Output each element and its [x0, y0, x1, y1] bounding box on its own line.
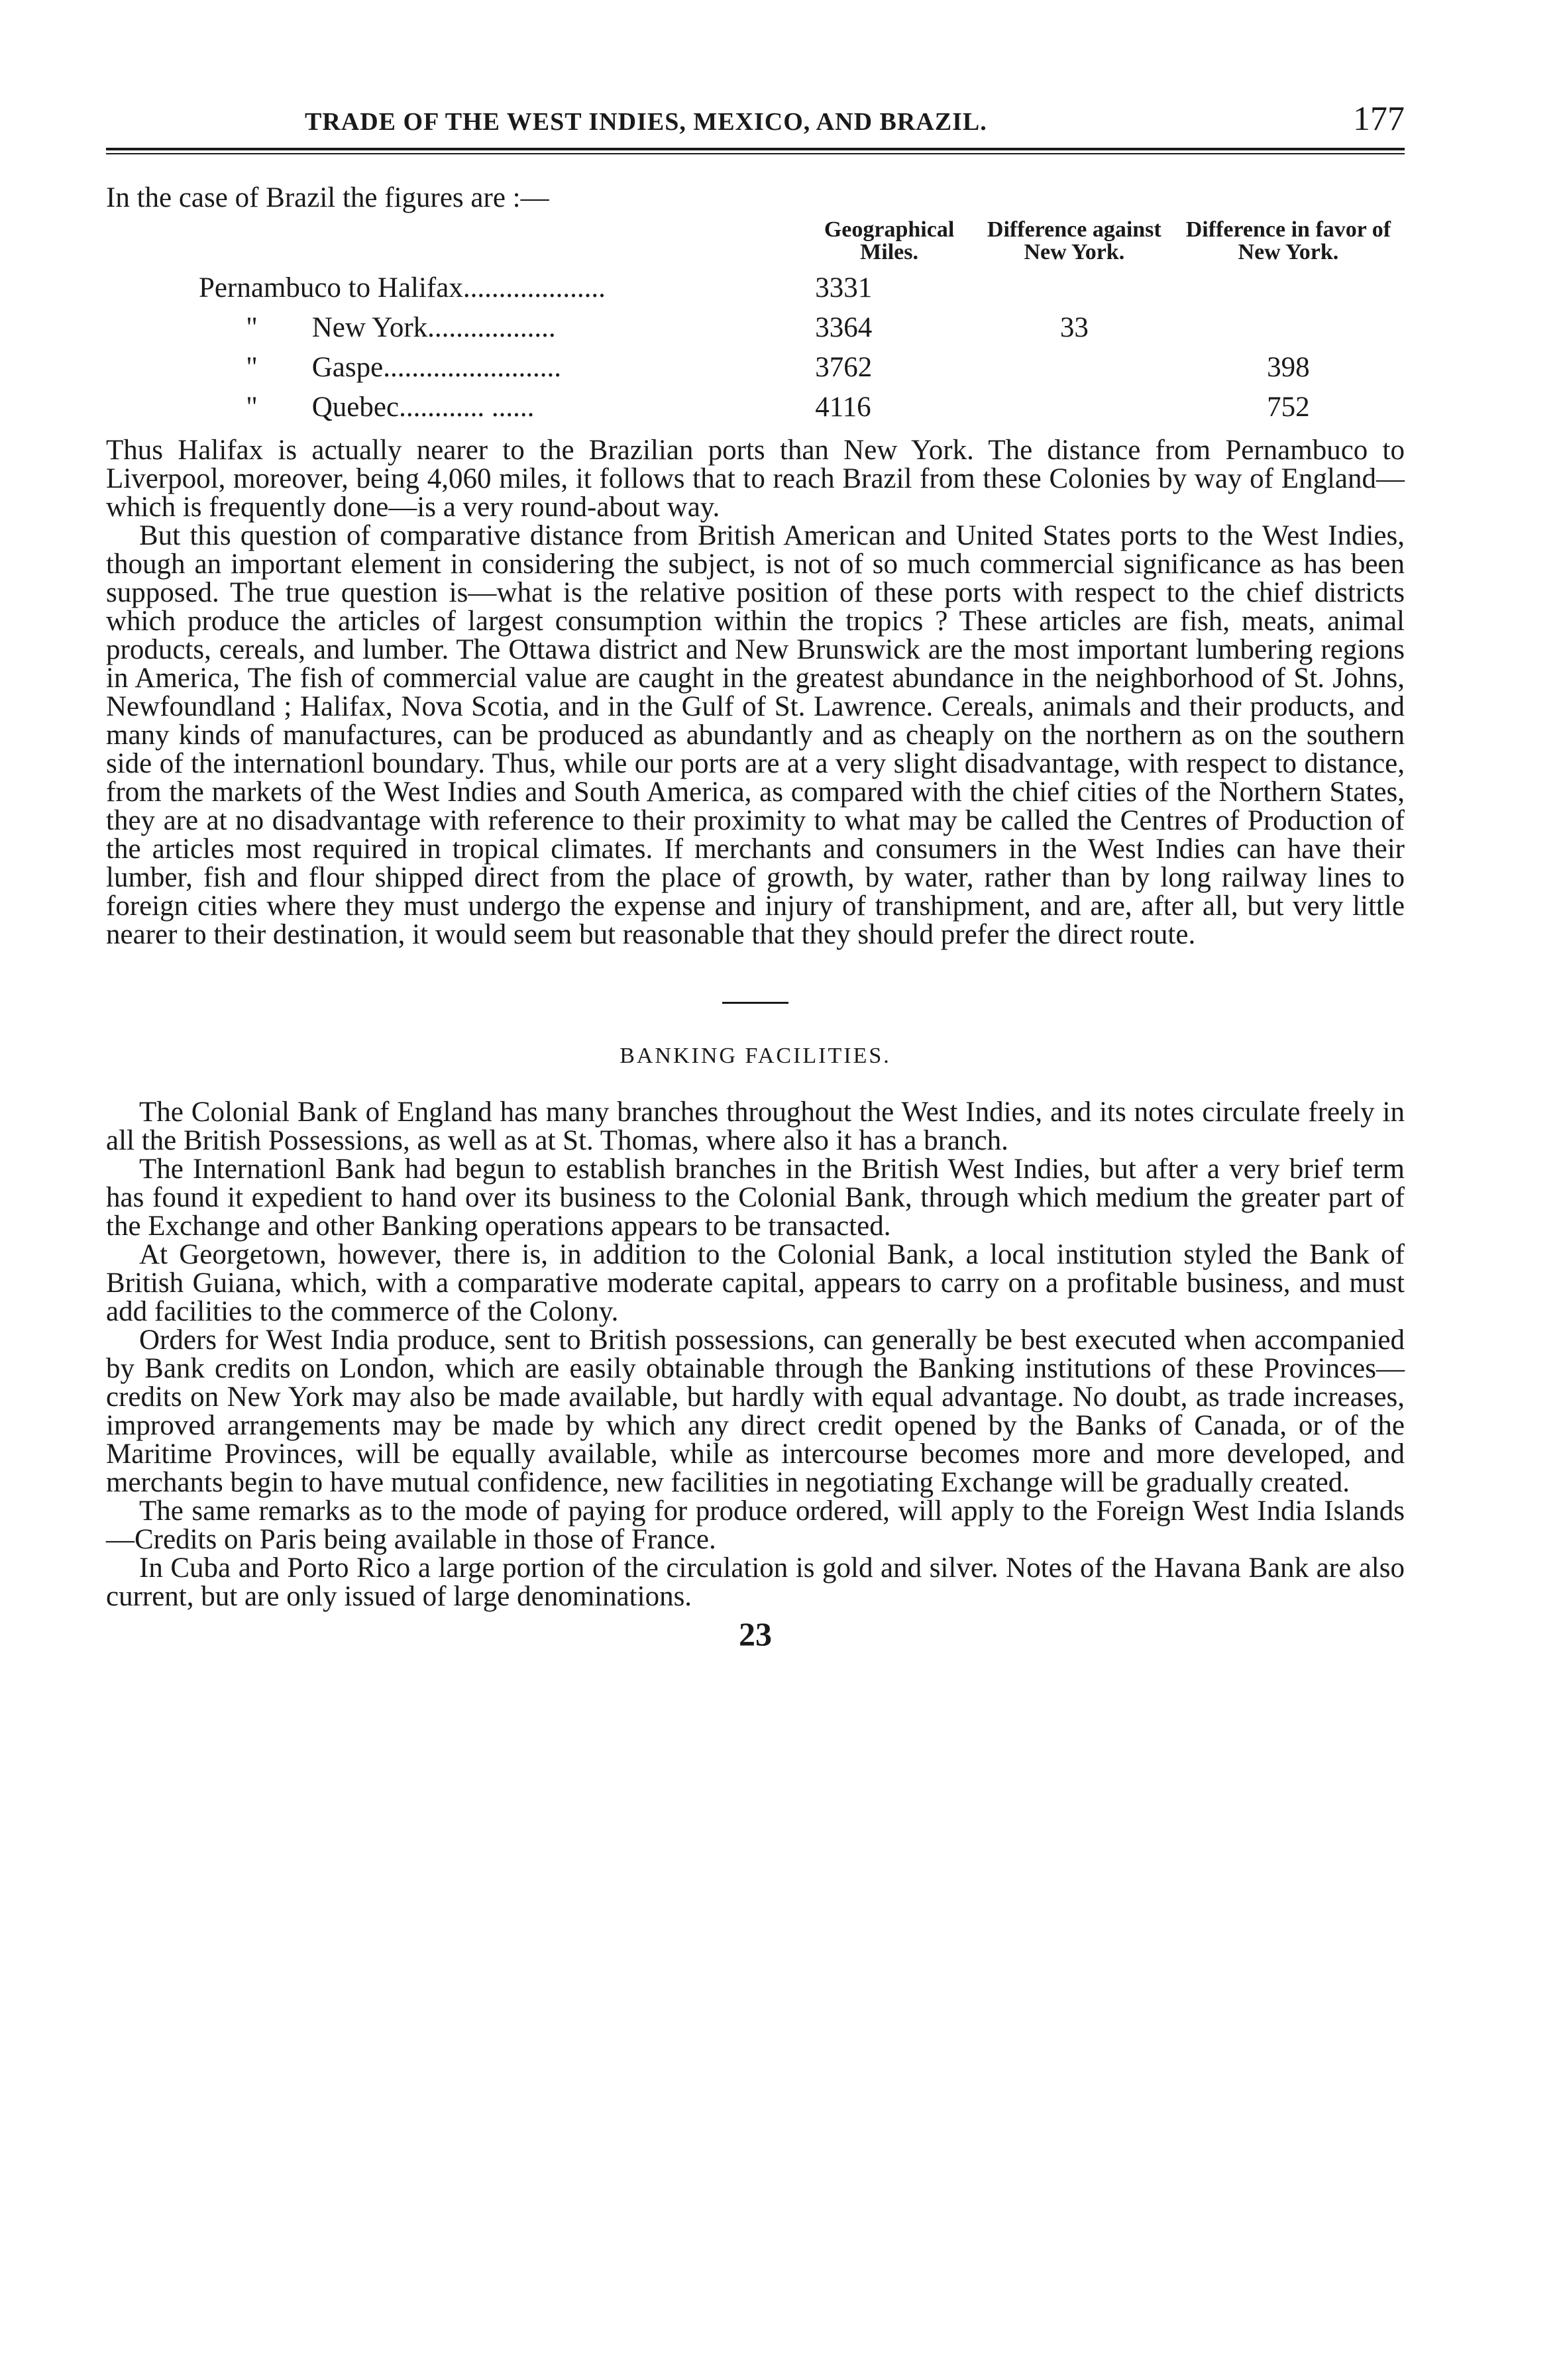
table-cell-against: 33 — [1059, 311, 1089, 343]
section-title: BANKING FACILITIES. — [620, 1044, 891, 1068]
trade-section — [106, 436, 1405, 949]
table-row — [199, 268, 1405, 307]
table-header-geographical-miles: Geographical Miles. — [824, 217, 955, 264]
table-cell-favor: 752 — [1267, 391, 1310, 423]
paragraph: Orders for West India produce, sent to British possessions, can generally be best executed when accompanied by Bank credits on London, which are easily obtainable through the Banking institutions of these Provinces—credits on New York may also be made available, but hardly with equal advantage. No doubt, as trade increases, improved arrangements may be made by which any direct credit opened by the Banks of Canada, or of the Maritime Provinces, will be equally available, while as intercourse becomes more and more developed, and merchants begin to have mutual confidence, new facilities in negotiating Exchange will be gradually created. — [106, 1325, 1405, 1498]
table-row — [199, 307, 1405, 347]
table-cell-favor — [1172, 268, 1405, 307]
table-cell-route: Pernambuco to Halifax.................... — [199, 272, 606, 303]
running-head — [106, 99, 1405, 138]
paragraph: The Colonial Bank of England has many branches throughout the West Indies, and its notes circulate freely in all the British Possessions, as well as at St. Thomas, where also it has a branch. — [106, 1097, 1405, 1156]
table-cell-route: " New York.................. — [246, 311, 556, 343]
section-divider — [722, 1002, 788, 1004]
table-header-difference-against: Difference against New York. — [987, 217, 1161, 264]
paragraph: The same remarks as to the mode of paying for produce ordered, will apply to the Foreign West India Islands—Credits on Paris being available in those of France. — [106, 1495, 1405, 1555]
paragraph: But this question of comparative distance from British American and United States ports to the West Indies, though an important element in considering the subject, is not of so much commercial significance as has been supposed. The true question is—what is the relative position of these ports with respect to the chief districts which produce the articles of largest consumption within the tropics ? These articles are fish, meats, animal products, cereals, and lumber. The Ottawa district and New Brunswick are the most important lumbering regions in America, The fish of commercial value are caught in the greatest abundance in the neighborhood of St. Johns, Newfoundland ; Halifax, Nova Scotia, and in the Gulf of St. Lawrence. Cereals, animals and their products, and many kinds of manufactures, can be produced as abundantly and as cheaply on the northern as on the southern side of the internationl boundary. Thus, while our ports are at a very slight disadvantage, with respect to distance, from the markets of the West Indies and South America, as compared with the chief cities of the Northern States, they are at no disadvantage with reference to their proximity to what may be called the Centres of Production of the articles most required in tropical climates. If merchants and consumers in the West Indies can have their lumber, fish and flour shipped direct from the place of growth, by water, rather than by long railway lines to foreign cities where they must undergo the expense and injury of transhipment, and are, after all, but very little nearer to their destination, it would seem but reasonable that they should prefer the direct route. — [106, 520, 1405, 950]
table-cell-route: " Gaspe......................... — [246, 351, 561, 383]
table-cell-miles: 3762 — [815, 351, 873, 383]
table-intro: In the case of Brazil the figures are :— — [106, 182, 549, 213]
page — [106, 99, 1405, 1653]
table-cell-against — [977, 268, 1172, 307]
header-rule — [106, 148, 1405, 154]
running-title: TRADE OF THE WEST INDIES, MEXICO, AND BRAZIL. — [305, 108, 987, 136]
signature-mark: 23 — [739, 1615, 772, 1652]
table-header-difference-favor: Difference in favor of New York. — [1185, 217, 1391, 264]
table-row — [199, 387, 1405, 427]
table-row — [199, 347, 1405, 387]
table-cell-miles: 3364 — [815, 311, 873, 343]
paragraph: In Cuba and Porto Rico a large portion of the circulation is gold and silver. Notes of the Havana Bank are also current, but are only issued of large denominations. — [106, 1552, 1405, 1612]
banking-section — [106, 1098, 1405, 1611]
table-header-place — [199, 219, 802, 268]
paragraph: At Georgetown, however, there is, in addition to the Colonial Bank, a local institution styled the Bank of British Guiana, which, with a comparative moderate capital, appears to carry on a profitable business, and must add facilities to the commerce of the Colony. — [106, 1239, 1405, 1327]
table-cell-against — [977, 387, 1172, 427]
table-cell-against — [977, 347, 1172, 387]
table-cell-favor — [1172, 307, 1405, 347]
table-cell-route: " Quebec............ ...... — [246, 391, 535, 423]
page-number: 177 — [1353, 100, 1405, 138]
paragraph: Thus Halifax is actually nearer to the Brazilian ports than New York. The distance from Pernambuco to Liverpool, moreover, being 4,060 miles, it follows that to reach Brazil from these Colonies by way of England—which is frequently done—is a very round-about way. — [106, 435, 1405, 523]
table-cell-favor: 398 — [1267, 351, 1310, 383]
distance-table — [199, 219, 1405, 427]
table-header-row — [199, 219, 1405, 268]
paragraph: The Internationl Bank had begun to establish branches in the British West Indies, but after a very brief term has found it expedient to hand over its business to the Colonial Bank, through which medium the greater part of the Exchange and other Banking operations appears to be transacted. — [106, 1154, 1405, 1242]
table-cell-miles: 4116 — [815, 391, 871, 423]
table-cell-miles: 3331 — [815, 272, 873, 303]
